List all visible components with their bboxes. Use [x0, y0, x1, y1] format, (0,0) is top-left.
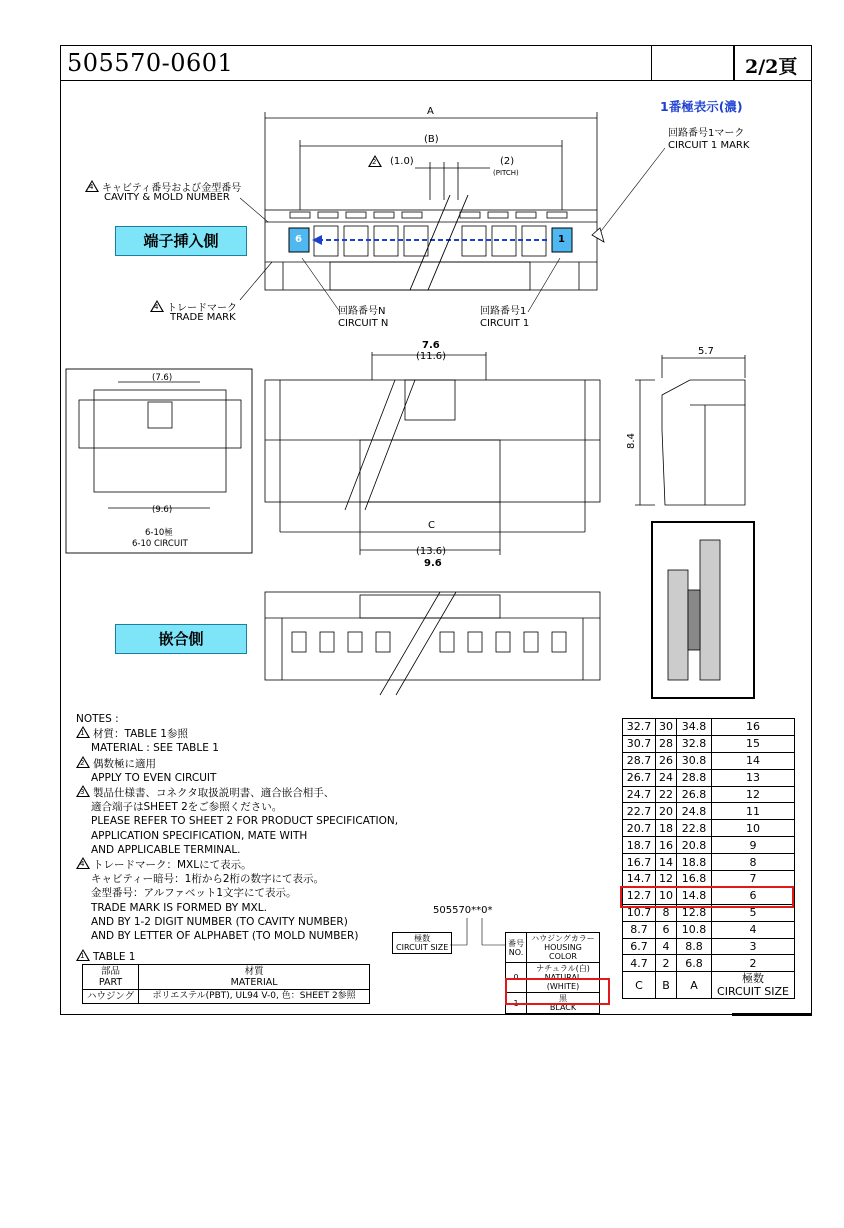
circuit-1-jp: 回路番号1 — [480, 306, 527, 317]
table1-heading: 1 TABLE 1 — [76, 949, 398, 964]
trade-mark-note: 4 トレードマーク — [150, 300, 237, 315]
inset-dim-bottom: (9.6) — [152, 505, 173, 515]
circuit-1-mark-icon — [592, 228, 604, 242]
material-table: 部品 PART 材質 MATERIAL ハウジング ポリエステル(PBT), UL94 V-0, 色：SHEET 2参照 — [82, 964, 370, 1004]
circuit-1-en: CIRCUIT 1 — [480, 318, 530, 329]
note-2: 2 偶数極に適用 — [76, 756, 398, 771]
page-number: 2/2頁 — [745, 56, 798, 78]
cavity-mold-en: CAVITY & MOLD NUMBER — [104, 192, 230, 203]
mating-side-label: 嵌合側 — [115, 624, 247, 654]
row-6-highlight — [620, 886, 794, 908]
ordering-code: 505570**0* — [433, 905, 493, 916]
cell-n-label: 6 — [295, 234, 302, 245]
dim-pitch: (2) — [500, 156, 515, 167]
inset-dim-top: (7.6) — [152, 373, 173, 383]
circuit-size-table: 32.7 30 34.8 16 30.7 28 32.8 15 28.7 26 30.8 14 26.7 24 28.8 13 24.7 22 26.8 12 22.7 20 24.8 11 20.7 18 22.8 10 18.7 16 20.8 9 16.7 14 18.8 8 14.7 12 16.8 7 12.7 10 14.8 6 10.7 8 12.8 5 8.7 6 10.8 4 6.7 4 8.8 3 4.7 2 6.8 2 C B A 極数 CIRCUIT SIZE — [622, 718, 795, 999]
table-row: 20.7 18 22.8 10 — [623, 820, 795, 837]
notes-heading: NOTES : — [76, 713, 119, 725]
part-number: 505570-0601 — [67, 49, 234, 77]
table-row: 8.7 6 10.8 4 — [623, 921, 795, 938]
note-2-marker: 2 — [368, 155, 385, 170]
pitch-label: (PITCH) — [493, 169, 519, 177]
housing-color-table: 番号 NO. ハウジングカラー HOUSING COLOR 0 ナチュラル(白) NATURAL (WHITE) 1 黒 BLACK — [505, 932, 600, 1014]
front-dim-bottom: 9.6 — [424, 558, 442, 569]
notes-block: NOTES : 1 材質：TABLE 1参照 MATERIAL : SEE TABLE 1 2 偶数極に適用 APPLY TO EVEN CIRCUIT 3 製品仕様書、コネクタ取扱説明書、適合嵌合相手、 適合端子はSHEET 2をご参照ください。 PLEASE REFER TO SHEET 2 FOR PRODUCT SPECIFICATION, APPLICATION SPECIFICATION, MATE WITH AND APPLICABLE TERMINAL. 4 トレードマーク：MXLにて表示。 キャビティー暗号：1桁から2桁の数字にて表示。 金型番号：アルファベット1文字にて表示。 TRADE MARK IS FORMED BY MXL. AND BY 1-2 DIGIT NUMBER (TO CAVITY NUMBER) AND BY LETTER OF ALPHABET (TO MOLD NUMBER) 1 TABLE 1 — [76, 713, 399, 964]
side-dim-width: 5.7 — [698, 346, 714, 357]
circuit-n-jp: 回路番号N — [338, 306, 386, 317]
cell-1-label: 1 — [558, 234, 565, 245]
circuit1-mark-jp: 回路番号1マーク — [668, 128, 745, 139]
table-row: 12.7 10 14.8 6 — [623, 887, 795, 904]
table-row: 28.7 26 30.8 14 — [623, 752, 795, 769]
table-row: 30.7 28 32.8 15 — [623, 735, 795, 752]
side-dim-height: 8.4 — [625, 433, 637, 449]
insert-side-label: 端子挿入側 — [115, 226, 247, 256]
table-row: 16.7 14 18.8 8 — [623, 854, 795, 871]
table-row: 24.7 22 26.8 12 — [623, 786, 795, 803]
note-4: 4 トレードマーク：MXLにて表示。 — [76, 857, 398, 872]
black-highlight — [505, 978, 610, 1005]
note-1: 1 材質：TABLE 1参照 — [76, 726, 398, 741]
cavity-mold-note: 4 キャビティ番号および金型番号 — [85, 180, 241, 195]
slot-row — [290, 212, 567, 218]
dim-pitch-ref: (1.0) — [390, 156, 414, 167]
table-row: 32.7 30 34.8 16 — [623, 719, 795, 736]
circuit1-mark-en: CIRCUIT 1 MARK — [668, 140, 750, 151]
table-row: 14.7 12 16.8 7 — [623, 871, 795, 888]
inset-caption-en: 6-10 CIRCUIT — [132, 539, 188, 549]
circuit-n-en: CIRCUIT N — [338, 318, 389, 329]
inset-caption-jp: 6-10極 — [145, 528, 173, 538]
front-dim-c: C — [428, 520, 435, 531]
circuit-size-box: 極数 CIRCUIT SIZE — [392, 932, 452, 954]
dim-b: (B) — [424, 134, 439, 145]
table-row: 4.7 2 6.8 2 — [623, 955, 795, 972]
table-row: 18.7 16 20.8 9 — [623, 837, 795, 854]
view-title: 1番極表示(濃) — [660, 99, 743, 114]
front-dim-top: 7.6 — [422, 340, 440, 351]
table-row: 26.7 24 28.8 13 — [623, 769, 795, 786]
note-3: 3 製品仕様書、コネクタ取扱説明書、適合嵌合相手、 — [76, 785, 398, 800]
table-row: 6.7 4 8.8 3 — [623, 938, 795, 955]
front-dim-top-ref: (11.6) — [416, 351, 447, 362]
table-row: 22.7 20 24.8 11 — [623, 803, 795, 820]
table-row: 10.7 8 12.8 5 — [623, 904, 795, 921]
front-dim-bottom-ref: (13.6) — [416, 546, 447, 557]
trade-mark-en: TRADE MARK — [170, 312, 236, 323]
dim-a: A — [427, 106, 434, 117]
